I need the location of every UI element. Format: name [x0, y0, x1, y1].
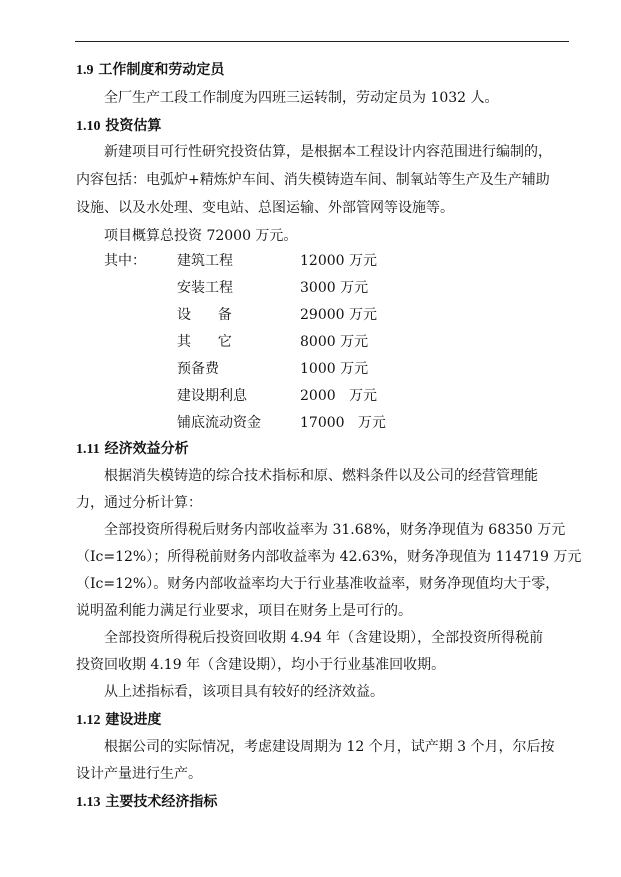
section-title: 建设进度: [105, 712, 162, 728]
investment-item-name: 预备费: [177, 361, 219, 377]
header-rule: [75, 41, 569, 42]
paragraph-line: 全部投资所得税后投资回收期 4.94 年（含建设期），全部投资所得税前: [104, 630, 544, 646]
paragraph: 项目概算总投资 72000 万元。: [104, 228, 298, 244]
investment-item-amount: 2000 万元: [300, 388, 377, 404]
paragraph-line: 新建项目可行性研究投资估算，是根据本工程设计内容范围进行编制的，: [104, 144, 552, 160]
section-heading-1-11: [76, 439, 189, 460]
paragraph-line: 设施、以及水处理、变电站、总图运输、外部管网等设施等。: [76, 200, 454, 216]
section-heading-1-12: [76, 710, 161, 731]
investment-item-amount: 1000 万元: [300, 361, 369, 377]
paragraph-line: 全部投资所得税后财务内部收益率为 31.68%，财务净现值为 68350 万元: [104, 522, 566, 538]
paragraph: 全厂生产工段工作制度为四班三运转制，劳动定员为 1032 人。: [104, 90, 499, 106]
section-number: 1.10: [76, 119, 101, 134]
paragraph: 从上述指标看，该项目具有较好的经济效益。: [104, 684, 384, 700]
investment-item-amount: 3000 万元: [300, 280, 369, 296]
investment-item-amount: 29000 万元: [300, 307, 377, 323]
paragraph-line: 设计产量进行生产。: [76, 766, 202, 782]
investment-item-name: 铺底流动资金: [177, 415, 261, 431]
section-title: 主要技术经济指标: [105, 794, 218, 810]
section-heading-1-10: [76, 116, 161, 137]
investment-item-amount: 12000 万元: [300, 253, 377, 269]
investment-item-name: 其 它: [177, 334, 232, 350]
paragraph-line: （Ic=12%）；所得税前财务内部收益率为 42.63%，财务净现值为 114719 万元: [76, 549, 582, 565]
section-number: 1.11: [76, 442, 100, 457]
investment-intro: 其中：: [104, 253, 146, 269]
paragraph-line: 内容包括：电弧炉+精炼炉车间、消失模铸造车间、制氧站等生产及生产辅助: [76, 172, 550, 188]
paragraph-line: （Ic=12%）。财务内部收益率均大于行业基准收益率，财务净现值均大于零，: [76, 576, 560, 592]
paragraph-line: 根据消失模铸造的综合技术指标和原、燃料条件以及公司的经营管理能: [104, 468, 538, 484]
section-number: 1.9: [76, 63, 94, 78]
section-number: 1.12: [76, 713, 101, 728]
investment-item-name: 建筑工程: [177, 253, 233, 269]
section-title: 工作制度和劳动定员: [98, 62, 225, 78]
investment-item-name: 安装工程: [177, 280, 233, 296]
paragraph-line: 根据公司的实际情况，考虑建设周期为 12 个月，试产期 3 个月，尔后按: [104, 739, 555, 755]
paragraph-line: 说明盈利能力满足行业要求，项目在财务上是可行的。: [76, 603, 412, 619]
section-heading-1-13: [76, 792, 217, 813]
investment-item-amount: 17000 万元: [300, 415, 386, 431]
section-title: 投资估算: [105, 118, 162, 134]
investment-item-name: 建设期利息: [177, 388, 247, 404]
investment-item-name: 设 备: [177, 307, 232, 323]
paragraph-line: 力，通过分析计算：: [76, 495, 202, 511]
section-number: 1.13: [76, 795, 101, 810]
section-heading-1-9: [76, 60, 224, 81]
investment-item-amount: 8000 万元: [300, 334, 369, 350]
section-title: 经济效益分析: [104, 441, 189, 457]
paragraph-line: 投资回收期 4.19 年（含建设期），均小于行业基准回收期。: [76, 657, 446, 673]
